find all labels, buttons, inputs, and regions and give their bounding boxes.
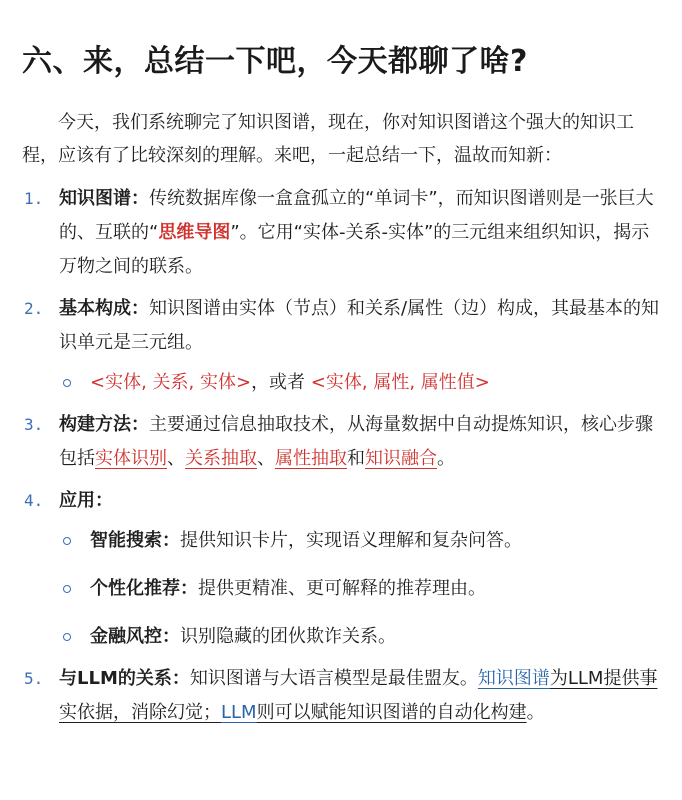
highlight-text: 思维导图 [158,222,231,243]
summary-list [22,182,662,730]
bullet-icon [63,633,71,641]
link-knowledge-fusion[interactable]: 知识融合 [365,448,437,469]
item-text: 传统数据库像一盒盒孤立的“单词卡”，而知识图谱则是一张巨大的、互联的“ [59,188,654,243]
sub-list-item [59,524,662,558]
sub-list-item [59,620,662,654]
separator: 和 [347,448,365,469]
link-knowledge-graph[interactable]: 知识图谱 [477,668,550,689]
separator: 、 [257,448,275,469]
triple-format: <实体, 属性, 属性值> [310,372,490,393]
item-text: 。 [526,702,545,723]
intro-paragraph: 今天，我们系统聊完了知识图谱，现在，你对知识图谱这个强大的知识工程，应该有了比较深刻的理解。来吧，一起总结一下，温故而知新： [22,112,634,166]
sub-text: ，或者 [251,372,311,393]
item-number: 2. [24,299,44,318]
link-relation-extraction[interactable]: 关系抽取 [185,448,257,469]
item-label: 与LLM的关系： [59,668,190,689]
bullet-icon [63,585,71,593]
separator: 、 [167,448,185,469]
item-text: ”。它用“实体-关系-实体”的三元组来组织知识，揭示万物之间的联系。 [59,222,650,277]
item-label: 知识图谱： [59,188,149,209]
list-item [22,662,662,730]
item-text: 。 [437,448,455,469]
item-label: 应用： [59,490,113,511]
list-item [22,292,662,400]
sub-list-item [59,366,662,400]
item-text: 知识图谱由实体（节点）和关系/属性（边）构成，其最基本的知识单元是三元组。 [59,298,660,353]
bullet-icon [63,379,71,387]
item-label: 基本构成： [59,298,149,319]
link-llm[interactable]: LLM [221,702,257,723]
list-item [22,484,662,654]
section-title: 六、来，总结一下吧，今天都聊了啥? [22,44,528,79]
item-text: 知识图谱与大语言模型是最佳盟友。 [189,668,478,689]
list-item [22,182,662,284]
sub-text: 提供更精准、更可解释的推荐理由。 [198,578,486,599]
sub-text: 提供知识卡片，实现语义理解和复杂问答。 [180,530,522,551]
triple-format: <实体, 关系, 实体> [90,372,252,393]
sub-label: 个性化推荐： [90,578,198,599]
underlined-text: 为LLM提供事实依据，消除幻觉； [59,668,658,723]
list-item [22,408,662,476]
sub-text: 识别隐藏的团伙欺诈关系。 [180,626,396,647]
sub-label: 金融风控： [90,626,180,647]
item-label: 构建方法： [59,414,149,435]
underlined-text: 则可以赋能知识图谱的自动化构建 [256,702,527,723]
bullet-icon [63,537,71,545]
link-attribute-extraction[interactable]: 属性抽取 [275,448,347,469]
sub-list-item [59,572,662,606]
sub-list [59,524,662,654]
item-text: 主要通过信息抽取技术，从海量数据中自动提炼知识，核心步骤包括 [59,414,653,469]
item-number: 5. [24,669,44,688]
sub-label: 智能搜索： [90,530,180,551]
sub-list [59,366,662,400]
item-number: 1. [24,189,44,208]
item-number: 4. [24,491,44,510]
link-entity-recognition[interactable]: 实体识别 [95,448,167,469]
item-number: 3. [24,415,44,434]
